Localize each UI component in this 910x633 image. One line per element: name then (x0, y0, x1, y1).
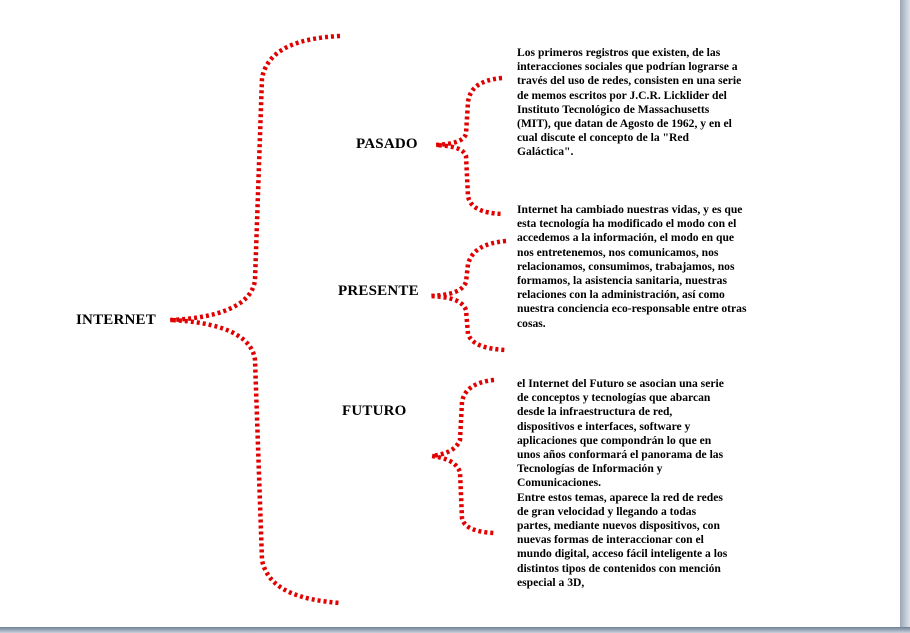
text-paragraph: Los primeros registros que existen, de las interacciones sociales que podrían lograrse a través del uso de redes, consisten en una serie de memos escritos por J.C.R. Licklider del Instituto Tecnológico de Massachusetts (MIT), que datan de Agosto de 1962, y en el cual discute el concepto de la "Red Galáctica". (517, 46, 742, 159)
pasado-brace (436, 78, 502, 214)
text-block-futuro (517, 377, 729, 590)
text-block-pasado (517, 46, 743, 160)
futuro-brace (432, 380, 494, 533)
root-label: INTERNET (76, 312, 156, 328)
text-paragraph: el Internet del Futuro se asocian una serie de conceptos y tecnologías que abarcan desde la infraestructura de red, dispositivos e interfaces, software y aplicaciones que compondrán lo que en unos años conformará el panorama de las Tecnologías de Información y Comunicaciones. (517, 377, 724, 490)
window-edge-right (900, 0, 910, 633)
branch-label-pasado: PASADO (356, 136, 418, 152)
branch-label-presente: PRESENTE (338, 283, 419, 299)
main-brace (170, 36, 340, 603)
branch-label-futuro: FUTURO (342, 403, 407, 419)
text-paragraph: Entre estos temas, aparece la red de redes de gran velocidad y llegando a todas partes, mediante nuevos dispositivos, con nuevas formas de interaccionar con el mundo digital, acceso fácil inteligente a los distintos tipos de contenidos con mención especial a 3D, (517, 490, 728, 589)
text-paragraph: Internet ha cambiado nuestras vidas, y es que esta tecnología ha modificado el modo con el accedemos a la información, el modo en que nos entretenemos, nos comunicamos, nos relacionamos, consumimos, trabajamos, nos formamos, la asistencia sanitaria, nuestras relaciones con la administración, así como nuestra conciencia eco-responsable entre otras cosas. (517, 203, 747, 330)
window-edge-bottom (0, 627, 910, 633)
presente-brace (430, 241, 506, 350)
text-block-presente (517, 203, 753, 331)
